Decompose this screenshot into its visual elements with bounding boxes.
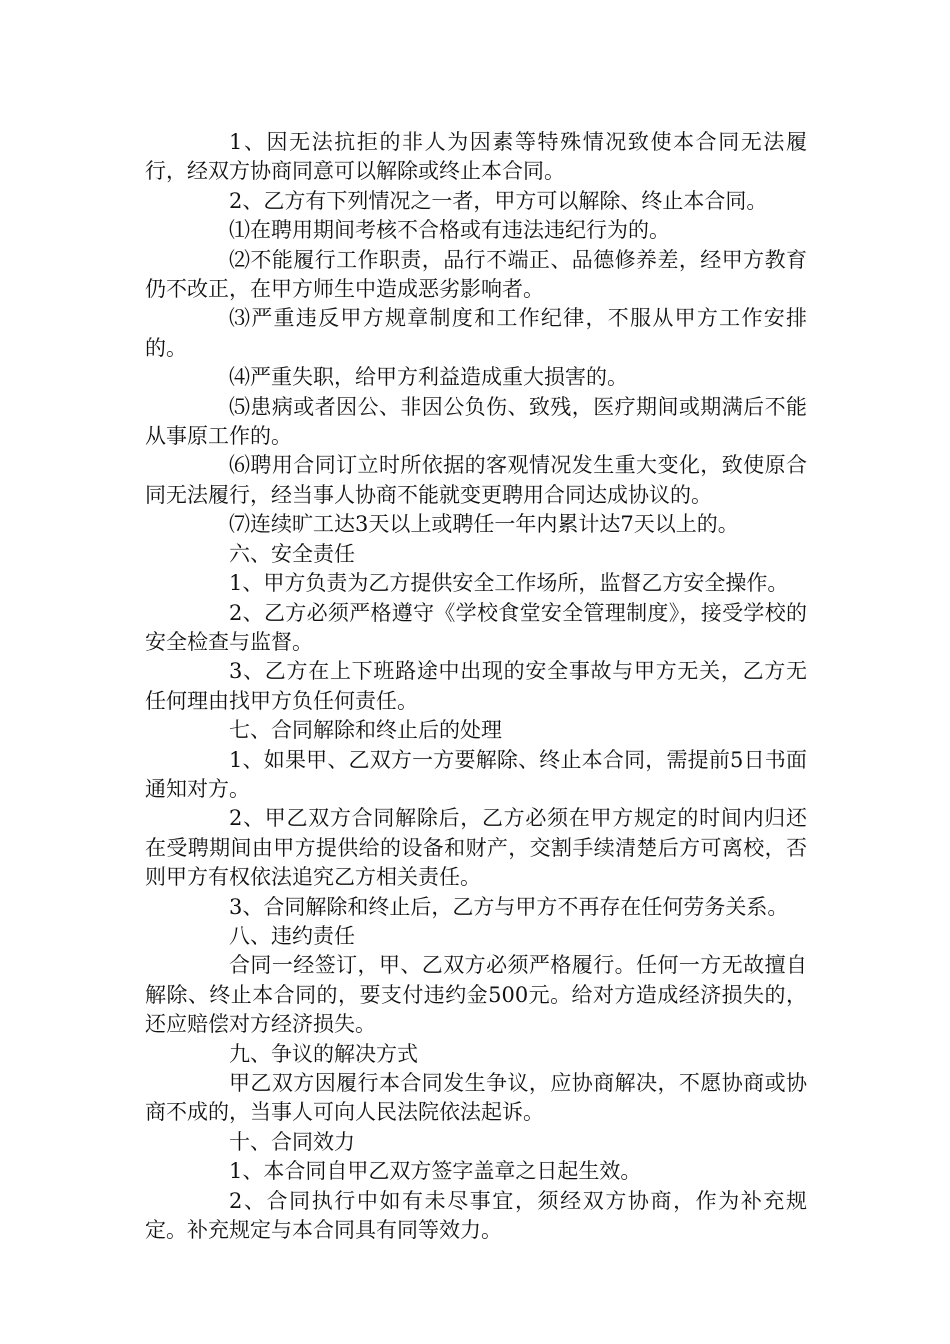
validity-clause-2: 2、合同执行中如有未尽事宜，须经双方协商，作为补充规定。补充规定与本合同具有同等效力。 [145,1188,807,1243]
contract-text-body [145,128,807,1245]
safety-clause-2: 2、乙方必须严格遵守《学校食堂安全管理制度》，接受学校的安全检查与监督。 [145,600,807,654]
section-heading-validity: 十、合同效力 [229,1129,355,1154]
section-heading-breach: 八、违约责任 [229,923,355,948]
dispute-clause: 甲乙双方因履行本合同发生争议，应协商解决，不愿协商或协商不成的，当事人可向人民法院依法起诉。 [145,1071,807,1125]
breach-clause: 合同一经签订，甲、乙双方必须严格履行。任何一方无故擅自解除、终止本合同的，要支付违约金500元。给对方造成经济损失的，还应赔偿对方经济损失。 [145,953,807,1037]
safety-clause-3: 3、乙方在上下班路途中出现的安全事故与甲方无关，乙方无任何理由找甲方负任何责任。 [145,659,807,713]
condition-item-7: ⑺连续旷工达3天以上或聘任一年内累计达7天以上的。 [229,512,739,537]
condition-item-4: ⑷严重失职，给甲方利益造成重大损害的。 [229,365,628,390]
post-termination-clause-1: 1、如果甲、乙双方一方要解除、终止本合同，需提前5日书面通知对方。 [145,747,807,801]
condition-item-1: ⑴在聘用期间考核不合格或有违法违纪行为的。 [229,218,670,243]
condition-item-5: ⑸患病或者因公、非因公负伤、致残，医疗期间或期满后不能从事原工作的。 [145,394,807,449]
clause-termination-conditions: 2、乙方有下列情况之一者，甲方可以解除、终止本合同。 [229,188,768,213]
safety-clause-1: 1、甲方负责为乙方提供安全工作场所，监督乙方安全操作。 [229,571,789,596]
section-heading-safety: 六、安全责任 [229,541,355,566]
clause-termination-force-majeure: 1、因无法抗拒的非人为因素等特殊情况致使本合同无法履行，经双方协商同意可以解除或终止本合同。 [145,130,807,184]
section-heading-post-termination: 七、合同解除和终止后的处理 [229,718,502,743]
section-heading-dispute: 九、争议的解决方式 [229,1041,418,1066]
condition-item-2: ⑵不能履行工作职责，品行不端正、品德修养差，经甲方教育仍不改正，在甲方师生中造成恶劣影响者。 [145,247,807,302]
validity-clause-1: 1、本合同自甲乙双方签字盖章之日起生效。 [229,1159,642,1184]
condition-item-3: ⑶严重违反甲方规章制度和工作纪律，不服从甲方工作安排的。 [145,306,807,360]
condition-item-6: ⑹聘用合同订立时所依据的客观情况发生重大变化，致使原合同无法履行，经当事人协商不能就变更聘用合同达成协议的。 [145,453,807,507]
post-termination-clause-2: 2、甲乙双方合同解除后，乙方必须在甲方规定的时间内归还在受聘期间由甲方提供给的设备和财产，交割手续清楚后方可离校，否则甲方有权依法追究乙方相关责任。 [145,806,807,890]
post-termination-clause-3: 3、合同解除和终止后，乙方与甲方不再存在任何劳务关系。 [229,894,789,919]
